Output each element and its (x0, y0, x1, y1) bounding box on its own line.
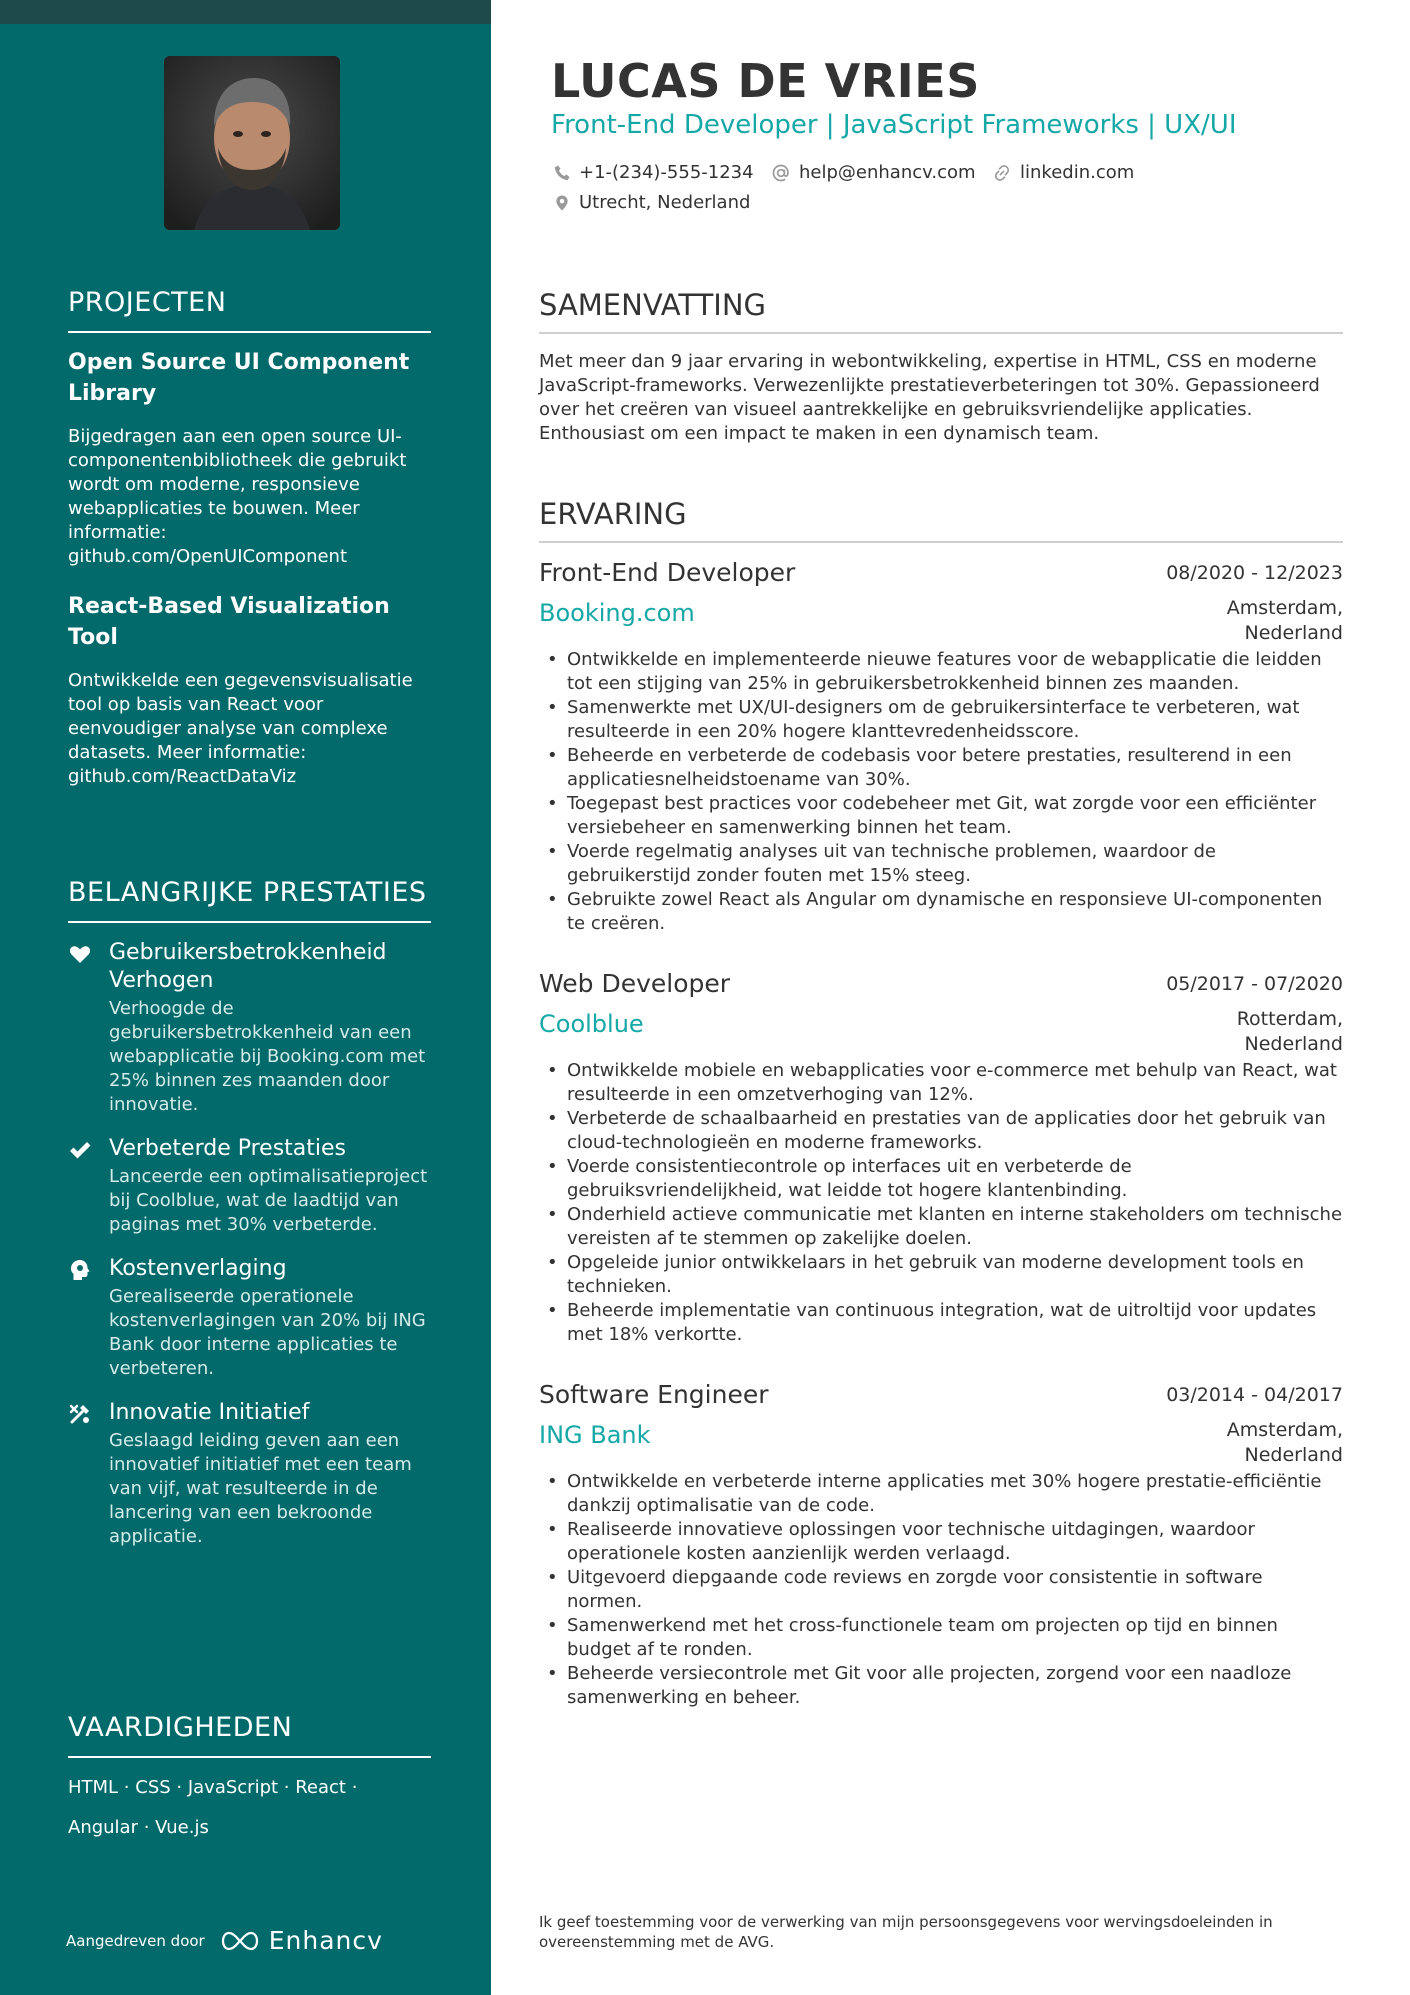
candidate-tagline: Front-End Developer | JavaScript Frameworks | UX/UI (551, 110, 1237, 140)
bullet-item: • Realiseerde innovatieve oplossingen voor technische uitdagingen, waardoor operationele kosten aanzienlijk werden verlaagd. (539, 1518, 1343, 1566)
achievement-title: Gebruikersbetrokkenheid Verhogen (109, 940, 387, 993)
skills-list (68, 1768, 431, 1848)
project-item (68, 347, 431, 569)
job-location-city: Amsterdam, (1226, 597, 1343, 619)
bullet-item: • Toegepast best practices voor codebeheer met Git, wat zorgde voor een efficiënter versiebeheer en samenwerking binnen het team. (539, 792, 1343, 840)
experience-heading: ERVARING (539, 495, 1343, 543)
at-icon (771, 163, 791, 183)
enhancv-logo (217, 1926, 383, 1955)
bullet-item: • Ontwikkelde en verbeterde interne applicaties met 30% hogere prestatie-efficiëntie dankzij optimalisatie van de code. (539, 1470, 1343, 1518)
job-location-city: Amsterdam, (1226, 1419, 1343, 1441)
infinity-icon (217, 1928, 263, 1954)
project-item (68, 591, 431, 789)
projects-section (68, 284, 431, 789)
job-bullets (539, 1059, 1343, 1347)
gdpr-consent: Ik geef toestemming voor de verwerking van mijn persoonsgegevens voor wervingsdoeleinden in overeenstemming met de AVG. (539, 1913, 1273, 1951)
bullet-item: • Verbeterde de schaalbaarheid en prestaties van de applicaties door het gebruik van cloud-technologieën en moderne frameworks. (539, 1107, 1343, 1155)
job-title: Software Engineer (539, 1380, 769, 1409)
achievement-description: Geslaagd leiding geven aan een innovatief initiatief met een team van vijf, wat resulteerde in de lancering van een bekroonde applicatie. (109, 1430, 412, 1547)
job-entry (539, 1378, 1343, 1710)
job-bullets (539, 1470, 1343, 1710)
job-location (1237, 1007, 1343, 1057)
bullet-item: • Beheerde en verbeterde de codebasis voor betere prestaties, resulterend in een applicatiesnelheidstoename van 30%. (539, 744, 1343, 792)
bullet-item: • Beheerde versiecontrole met Git voor alle projecten, zorgend voor een naadloze samenwerking en beheer. (539, 1662, 1343, 1710)
project-title: React-Based Visualization Tool (68, 594, 390, 650)
powered-by-label: Aangedreven door (66, 1931, 205, 1950)
project-title: Open Source UI Component Library (68, 350, 410, 406)
contact-email[interactable] (771, 161, 976, 185)
job-entry (539, 967, 1343, 1347)
achievement-item (68, 1399, 431, 1549)
bullet-item: • Ontwikkelde en implementeerde nieuwe features voor de webapplicatie die leidden tot een stijging van 25% in gebruikersbetrokkenheid binnen zes maanden. (539, 648, 1343, 696)
phone-icon (553, 164, 571, 182)
profile-photo (164, 56, 340, 230)
skills-line: Angular · Vue.js (68, 1817, 209, 1838)
location-pin-icon (553, 193, 571, 213)
sidebar-top-bar (0, 0, 491, 24)
job-dates: 08/2020 - 12/2023 (1166, 562, 1343, 584)
company-name: Coolblue (539, 1010, 644, 1038)
sidebar (0, 0, 491, 1995)
head-icon (68, 1258, 92, 1282)
company-name: Booking.com (539, 599, 695, 627)
tools-icon (68, 1402, 92, 1426)
bullet-item: • Samenwerkend met het cross-functionele team om projecten op tijd en binnen budget af te ronden. (539, 1614, 1343, 1662)
skills-heading: VAARDIGHEDEN (68, 1709, 431, 1758)
bullet-item: • Beheerde implementatie van continuous integration, wat de uitroltijd voor updates met 18% verkortte. (539, 1299, 1343, 1347)
project-description: Ontwikkelde een gegevensvisualisatie tool op basis van React voor eenvoudiger analyse van complexe datasets. Meer informatie: github.com/ReactDataViz (68, 670, 413, 787)
job-entry (539, 556, 1343, 936)
bullet-item: • Ontwikkelde mobiele en webapplicaties voor e-commerce met behulp van React, wat resulteerde in een omzetverhoging van 12%. (539, 1059, 1343, 1107)
brand-name: Enhancv (268, 1926, 383, 1955)
check-icon (68, 1138, 92, 1162)
achievement-description: Verhoogde de gebruikersbetrokkenheid van een webapplicatie bij Booking.com met 25% binnen zes maanden door innovatie. (109, 998, 426, 1115)
job-title: Front-End Developer (539, 558, 796, 587)
job-location (1227, 1418, 1343, 1468)
bullet-item: • Gebruikte zowel React als Angular om dynamische en responsieve UI-componenten te creëren. (539, 888, 1343, 936)
achievement-item (68, 1255, 431, 1381)
achievement-title: Innovatie Initiatief (109, 1400, 310, 1425)
job-title: Web Developer (539, 969, 731, 998)
job-location-country: Nederland (1244, 1033, 1343, 1055)
candidate-name: LUCAS DE VRIES (551, 54, 980, 108)
achievement-item (68, 1135, 431, 1237)
achievements-heading: BELANGRIJKE PRESTATIES (68, 874, 431, 923)
achievement-item (68, 939, 431, 1117)
bullet-item: • Voerde consistentiecontrole op interfaces uit en verbeterde de gebruiksvriendelijkheid, wat leidde tot hogere klantenbinding. (539, 1155, 1343, 1203)
phone-text: +1-(234)-555-1234 (579, 162, 754, 183)
company-name: ING Bank (539, 1421, 651, 1449)
achievement-description: Lanceerde een optimalisatieproject bij Coolblue, wat de laadtijd van paginas met 30% verbeterde. (109, 1166, 428, 1235)
achievement-description: Gerealiseerde operationele kostenverlagingen van 20% bij ING Bank door interne applicaties te verbeteren. (109, 1286, 426, 1379)
contact-location (553, 191, 750, 215)
job-location-country: Nederland (1244, 1444, 1343, 1466)
heart-icon (68, 942, 92, 966)
job-location-city: Rotterdam, (1236, 1008, 1343, 1030)
skills-line: HTML · CSS · JavaScript · React · (68, 1777, 358, 1798)
bullet-item: • Samenwerkte met UX/UI-designers om de gebruikersinterface te verbeteren, wat resulteerde in een 20% hogere klanttevredenheidsscore. (539, 696, 1343, 744)
job-dates: 05/2017 - 07/2020 (1166, 973, 1343, 995)
achievement-title: Verbeterde Prestaties (109, 1136, 347, 1161)
contact-phone (553, 161, 754, 185)
linkedin-text: linkedin.com (1020, 162, 1135, 183)
summary-heading: SAMENVATTING (539, 286, 1343, 334)
achievements-section (68, 874, 431, 1549)
bullet-item: • Voerde regelmatig analyses uit van technische problemen, waardoor de gebruikerstijd zonder fouten met 15% steeg. (539, 840, 1343, 888)
project-description: Bijgedragen aan een open source UI-componentenbibliotheek die gebruikt wordt om moderne, responsieve webapplicaties te bouwen. Meer informatie: github.com/OpenUIComponent (68, 426, 407, 567)
powered-by (66, 1926, 383, 1955)
job-location-country: Nederland (1244, 622, 1343, 644)
projects-heading: PROJECTEN (68, 284, 431, 333)
skills-section (68, 1709, 431, 1848)
achievement-title: Kostenverlaging (109, 1256, 287, 1281)
location-text: Utrecht, Nederland (579, 192, 751, 213)
job-dates: 03/2014 - 04/2017 (1166, 1384, 1343, 1406)
job-location (1227, 596, 1343, 646)
job-bullets (539, 648, 1343, 936)
bullet-item: • Opgeleide junior ontwikkelaars in het gebruik van moderne development tools en technieken. (539, 1251, 1343, 1299)
bullet-item: • Onderhield actieve communicatie met klanten en interne stakeholders om technische vereisten af te stemmen op zakelijke doelen. (539, 1203, 1343, 1251)
email-text: help@enhancv.com (799, 162, 976, 183)
summary-text: Met meer dan 9 jaar ervaring in webontwikkeling, expertise in HTML, CSS en moderne JavaScript-frameworks. Verwezenlijkte prestatieverbeteringen tot 30%. Gepassioneerd over het creëren van visueel aantrekkelijke en gebruiksvriendelijke applicaties. Enthousiast om een impact te maken in een dynamisch team. (539, 351, 1320, 444)
bullet-item: • Uitgevoerd diepgaande code reviews en zorgde voor consistentie in software normen. (539, 1566, 1343, 1614)
link-icon (992, 163, 1012, 183)
contact-linkedin[interactable] (992, 161, 1134, 185)
